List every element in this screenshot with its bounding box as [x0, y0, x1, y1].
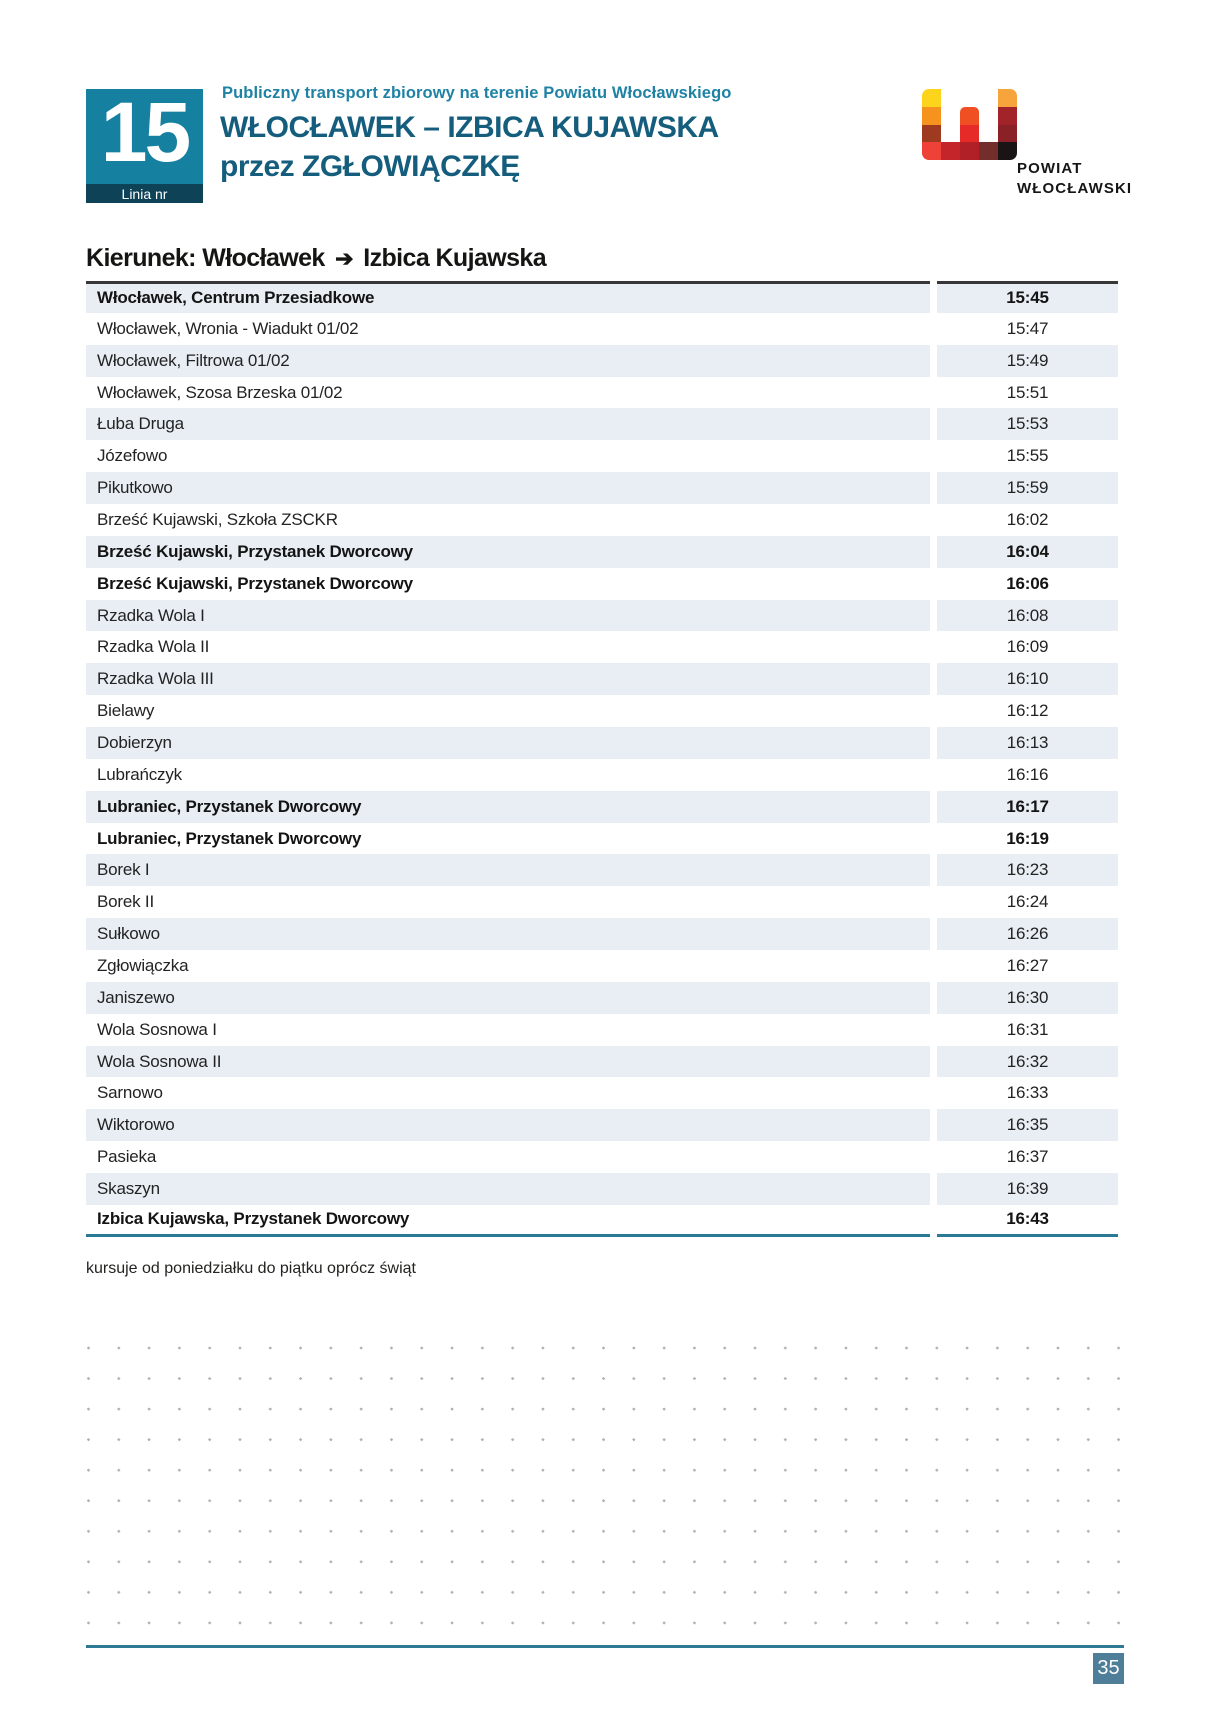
- logo-empty: [960, 89, 979, 107]
- powiat-logo-text-line2: WŁOCŁAWSKI: [1017, 179, 1133, 197]
- table-row: [86, 504, 1118, 536]
- departure-time-cell: 16:27: [937, 950, 1118, 982]
- stop-name-cell: Włocławek, Filtrowa 01/02: [86, 345, 930, 377]
- route-title: [220, 108, 719, 186]
- table-row: [86, 1046, 1118, 1078]
- departure-time-cell: 16:08: [937, 600, 1118, 632]
- stop-name-cell: Józefowo: [86, 440, 930, 472]
- table-row: [86, 759, 1118, 791]
- stop-name-cell: Łuba Druga: [86, 408, 930, 440]
- departure-time-cell: 15:47: [937, 313, 1118, 345]
- logo-square: [998, 125, 1017, 143]
- departure-time-cell: 16:43: [937, 1205, 1118, 1237]
- route-title-line2: przez ZGŁOWIĄCZKĘ: [220, 150, 520, 183]
- departure-time-cell: 16:39: [937, 1173, 1118, 1205]
- stop-name-cell: Włocławek, Szosa Brzeska 01/02: [86, 377, 930, 409]
- stop-name-cell: Lubraniec, Przystanek Dworcowy: [86, 823, 930, 855]
- table-row: [86, 1014, 1118, 1046]
- dot-grid-decoration: [86, 1342, 1122, 1628]
- departure-time-cell: 16:32: [937, 1046, 1118, 1078]
- table-row: [86, 472, 1118, 504]
- powiat-logo-text-line1: POWIAT: [1017, 160, 1083, 177]
- table-row: [86, 1109, 1118, 1141]
- footer-rule: [86, 1645, 1124, 1648]
- table-row: [86, 408, 1118, 440]
- departure-time-cell: 16:02: [937, 504, 1118, 536]
- stop-name-cell: Zgłowiączka: [86, 950, 930, 982]
- stop-name-cell: Rzadka Wola III: [86, 663, 930, 695]
- table-row: [86, 600, 1118, 632]
- table-row: [86, 1205, 1118, 1237]
- table-row: [86, 345, 1118, 377]
- stop-name-cell: Pasieka: [86, 1141, 930, 1173]
- stop-name-cell: Dobierzyn: [86, 727, 930, 759]
- stop-name-cell: Wiktorowo: [86, 1109, 930, 1141]
- table-row: [86, 568, 1118, 600]
- departure-time-cell: 15:49: [937, 345, 1118, 377]
- page-number-badge: 35: [1093, 1653, 1124, 1684]
- service-footnote: kursuje od poniedziałku do piątku oprócz świąt: [86, 1260, 416, 1277]
- direction-from: Włocławek: [202, 244, 325, 272]
- departure-time-cell: 16:19: [937, 823, 1118, 855]
- stop-name-cell: Skaszyn: [86, 1173, 930, 1205]
- departure-time-cell: 16:12: [937, 695, 1118, 727]
- logo-square: [922, 125, 941, 143]
- stop-name-cell: Wola Sosnowa I: [86, 1014, 930, 1046]
- table-row: [86, 791, 1118, 823]
- stop-name-cell: Rzadka Wola I: [86, 600, 930, 632]
- table-row: [86, 631, 1118, 663]
- departure-time-cell: 16:24: [937, 886, 1118, 918]
- departure-time-cell: 16:17: [937, 791, 1118, 823]
- stop-name-cell: Izbica Kujawska, Przystanek Dworcowy: [86, 1205, 930, 1237]
- departure-time-cell: 16:13: [937, 727, 1118, 759]
- stop-name-cell: Sułkowo: [86, 918, 930, 950]
- stop-name-cell: Brześć Kujawski, Szkoła ZSCKR: [86, 504, 930, 536]
- logo-empty: [979, 107, 998, 125]
- stop-name-cell: Sarnowo: [86, 1077, 930, 1109]
- line-number: 15: [100, 85, 189, 179]
- powiat-logo-grid: [922, 89, 1017, 160]
- departure-time-cell: 16:04: [937, 536, 1118, 568]
- logo-square: [922, 107, 941, 125]
- stop-name-cell: Rzadka Wola II: [86, 631, 930, 663]
- departure-time-cell: 16:30: [937, 982, 1118, 1014]
- table-row: [86, 695, 1118, 727]
- direction-to: Izbica Kujawska: [363, 244, 547, 272]
- logo-square: [941, 142, 960, 160]
- logo-square: [998, 89, 1017, 107]
- stop-name-cell: Włocławek, Centrum Przesiadkowe: [86, 281, 930, 313]
- table-row: [86, 854, 1118, 886]
- logo-square: [998, 107, 1017, 125]
- table-row: [86, 982, 1118, 1014]
- departure-time-cell: 16:06: [937, 568, 1118, 600]
- table-row: [86, 950, 1118, 982]
- departure-time-cell: 16:33: [937, 1077, 1118, 1109]
- stop-name-cell: Brześć Kujawski, Przystanek Dworcowy: [86, 536, 930, 568]
- departure-time-cell: 16:09: [937, 631, 1118, 663]
- stop-name-cell: Wola Sosnowa II: [86, 1046, 930, 1078]
- logo-empty: [979, 125, 998, 143]
- logo-square: [960, 142, 979, 160]
- stop-name-cell: Janiszewo: [86, 982, 930, 1014]
- stop-name-cell: Bielawy: [86, 695, 930, 727]
- stop-name-cell: Włocławek, Wronia - Wiadukt 01/02: [86, 313, 930, 345]
- table-row: [86, 536, 1118, 568]
- logo-square: [922, 142, 941, 160]
- logo-square: [979, 142, 998, 160]
- departure-time-cell: 16:23: [937, 854, 1118, 886]
- departure-time-cell: 16:26: [937, 918, 1118, 950]
- departure-time-cell: 16:37: [937, 1141, 1118, 1173]
- powiat-logo-text: [1017, 159, 1132, 198]
- line-number-label: Linia nr: [86, 184, 203, 203]
- table-row: [86, 377, 1118, 409]
- logo-empty: [941, 107, 960, 125]
- stop-name-cell: Lubrańczyk: [86, 759, 930, 791]
- table-row: [86, 1077, 1118, 1109]
- logo-empty: [941, 125, 960, 143]
- stop-name-cell: Borek II: [86, 886, 930, 918]
- departure-time-cell: 16:16: [937, 759, 1118, 791]
- table-row: [86, 918, 1118, 950]
- departure-time-cell: 15:59: [937, 472, 1118, 504]
- table-row: [86, 281, 1118, 313]
- table-row: [86, 313, 1118, 345]
- table-row: [86, 886, 1118, 918]
- departure-time-cell: 15:53: [937, 408, 1118, 440]
- departure-time-cell: 16:10: [937, 663, 1118, 695]
- logo-square: [998, 142, 1017, 160]
- stop-name-cell: Brześć Kujawski, Przystanek Dworcowy: [86, 568, 930, 600]
- departure-time-cell: 15:55: [937, 440, 1118, 472]
- logo-square: [922, 89, 941, 107]
- route-title-line1: WŁOCŁAWEK – IZBICA KUJAWSKA: [220, 111, 719, 144]
- table-row: [86, 727, 1118, 759]
- direction-heading: [86, 244, 546, 273]
- departure-time-cell: 16:31: [937, 1014, 1118, 1046]
- table-row: [86, 440, 1118, 472]
- departure-time-cell: 15:45: [937, 281, 1118, 313]
- table-row: [86, 823, 1118, 855]
- line-number-box: [86, 85, 203, 203]
- logo-square: [960, 107, 979, 125]
- table-row: [86, 1173, 1118, 1205]
- logo-empty: [979, 89, 998, 107]
- logo-square: [960, 125, 979, 143]
- stop-name-cell: Borek I: [86, 854, 930, 886]
- departure-time-cell: 16:35: [937, 1109, 1118, 1141]
- header-tagline: Publiczny transport zbiorowy na terenie Powiatu Włocławskiego: [222, 84, 732, 102]
- direction-label: Kierunek:: [86, 244, 196, 272]
- logo-empty: [941, 89, 960, 107]
- table-row: [86, 1141, 1118, 1173]
- timetable: [86, 281, 1118, 1237]
- departure-time-cell: 15:51: [937, 377, 1118, 409]
- stop-name-cell: Pikutkowo: [86, 472, 930, 504]
- direction-arrow-icon: ➔: [335, 246, 353, 271]
- stop-name-cell: Lubraniec, Przystanek Dworcowy: [86, 791, 930, 823]
- table-row: [86, 663, 1118, 695]
